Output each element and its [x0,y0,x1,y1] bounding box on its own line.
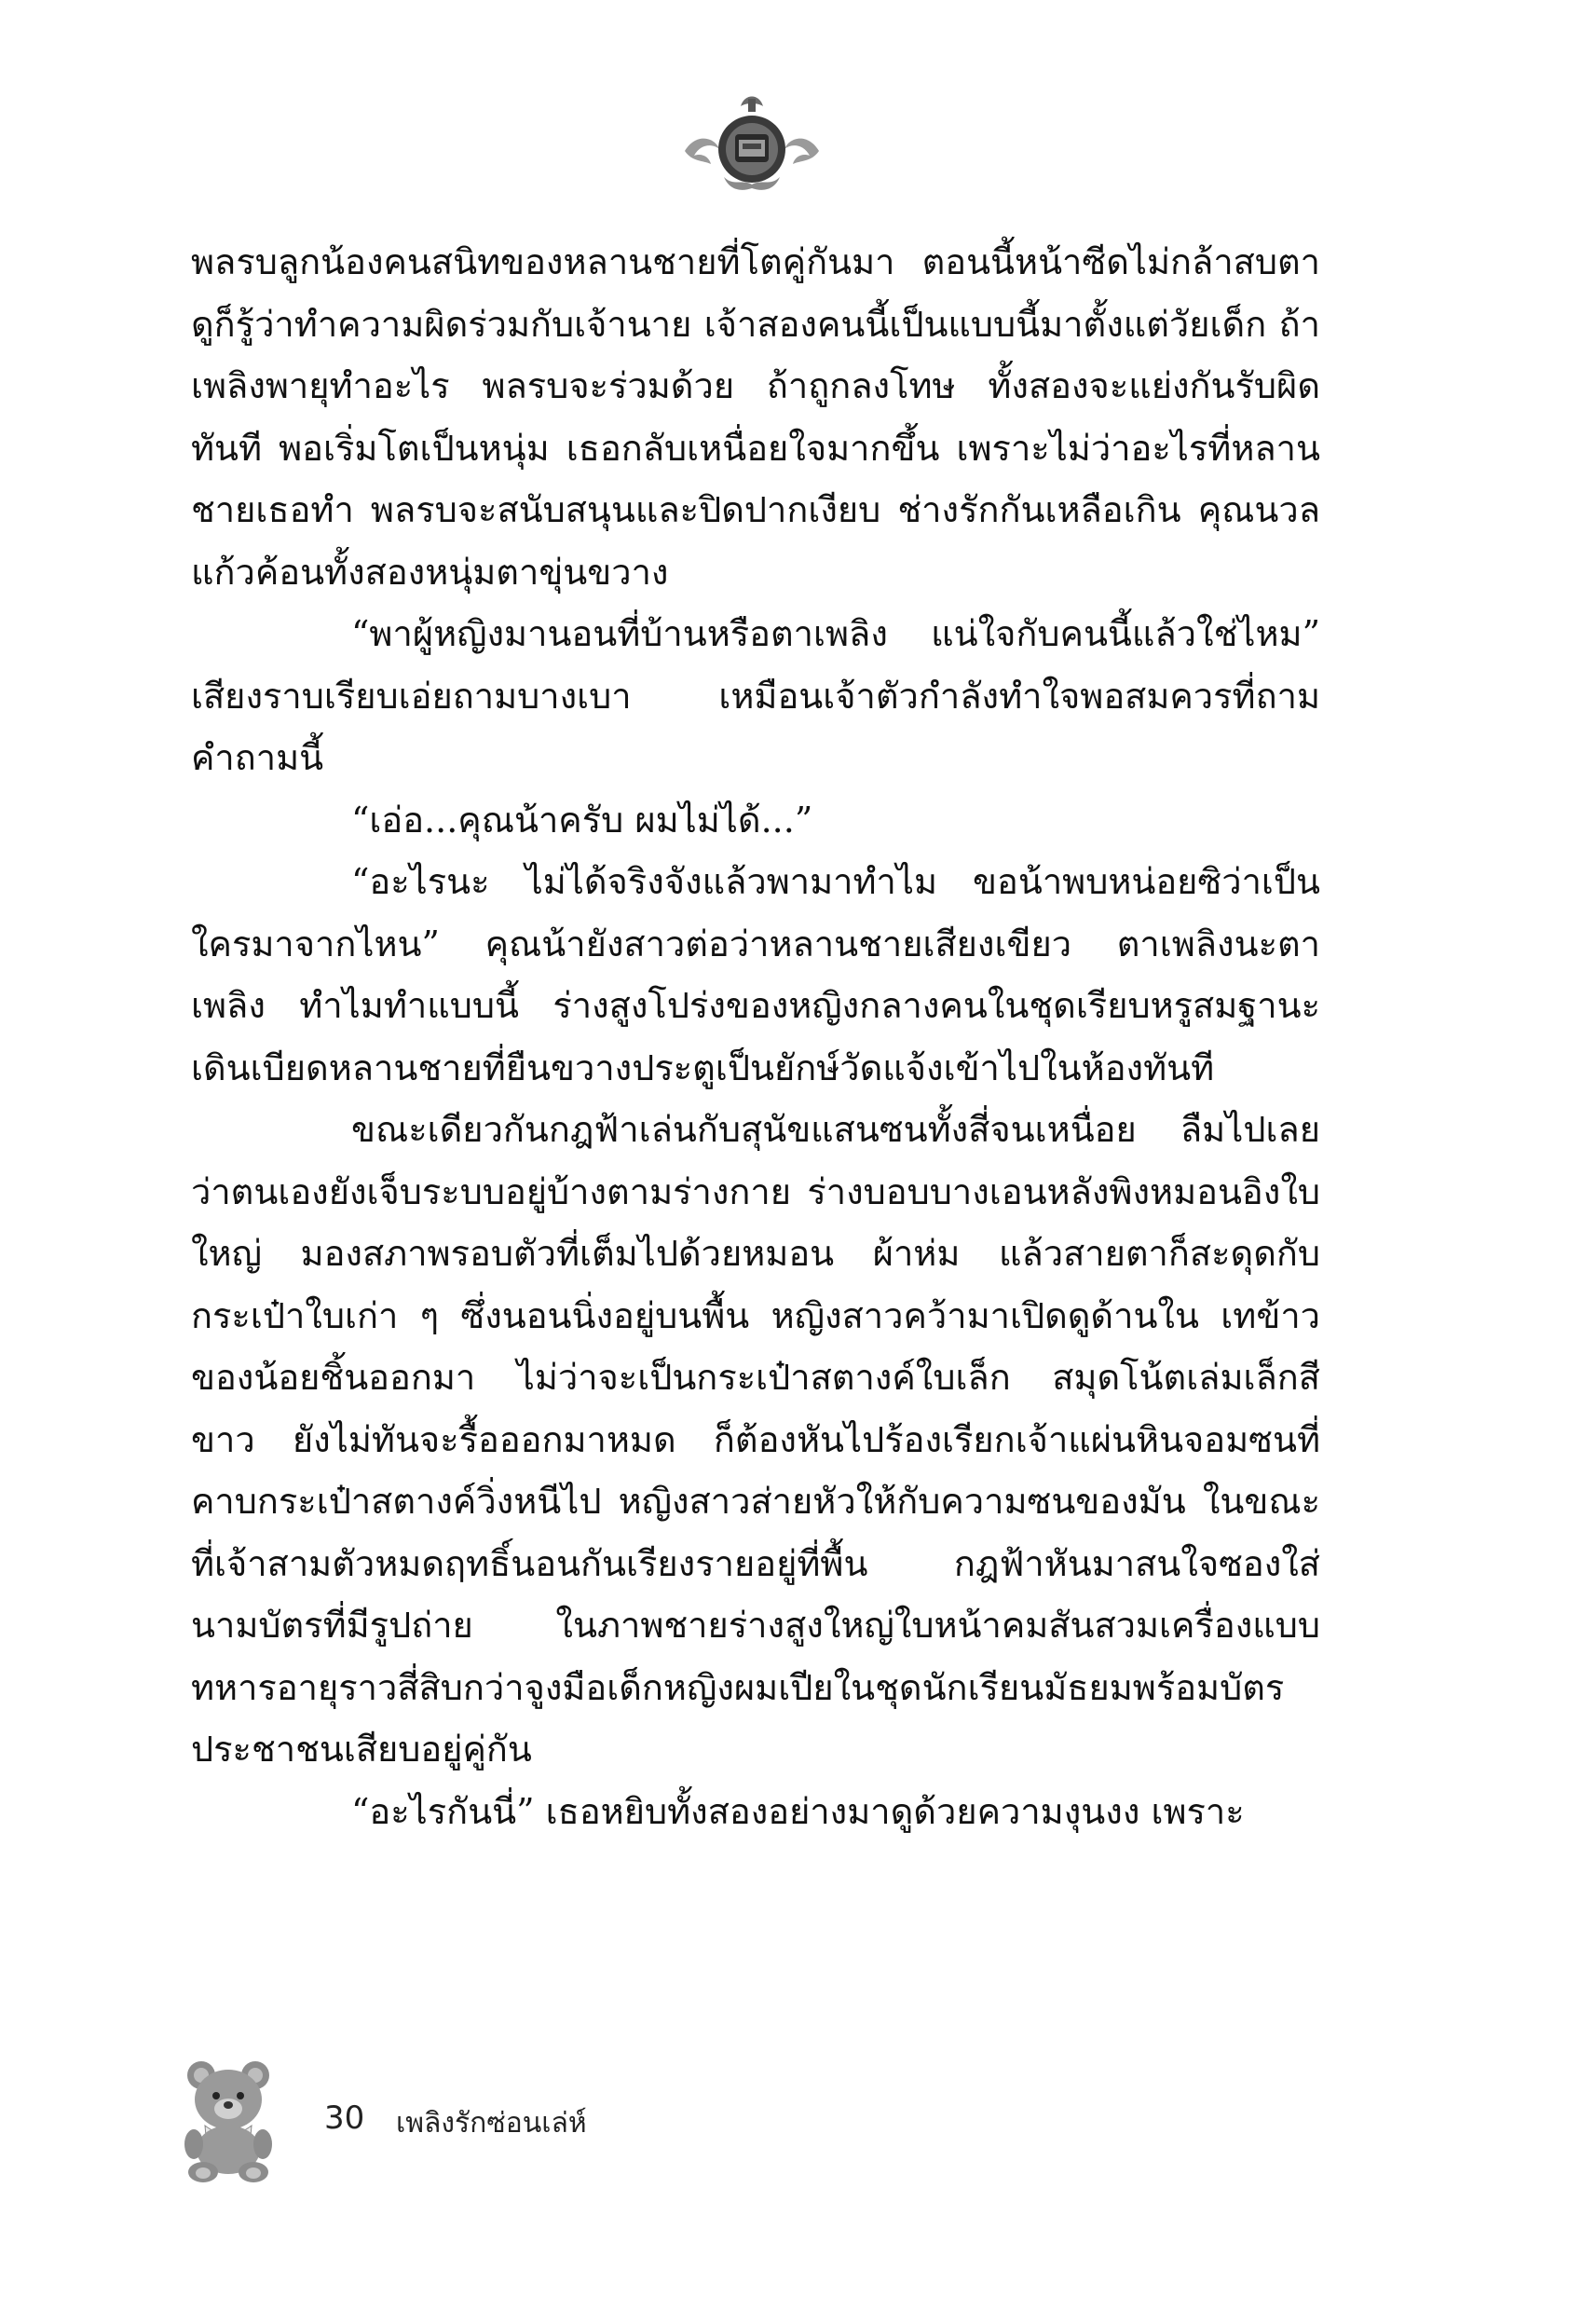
teddy-bear-icon [168,2055,289,2185]
body-text [191,231,1320,1842]
paragraph: “เอ่อ...คุณน้าครับ ผมไม่ได้...” [351,799,813,841]
paragraph: ขณะเดียวกันกฎฟ้าเล่นกับสุนัขแสนซนทั้งสี่จนเหนื่อย ลืมไปเลยว่าตนเองยังเจ็บระบบอยู่บ้างตามร่างกาย ร่างบอบบางเอนหลังพิงหมอนอิงใบใหญ่ มองสภาพรอบตัวที่เต็มไปด้วยหมอน ผ้าห่ม แล้วสายตาก็สะดุดกับกระเป๋าใบเก่า ๆ ซึ่งนอนนิ่งอยู่บนพื้น หญิงสาวคว้ามาเปิดดูด้านใน เทข้าวของน้อยชิ้นออกมา ไม่ว่าจะเป็นกระเป๋าสตางค์ใบเล็ก สมุดโน้ตเล่มเล็กสีขาว ยังไม่ทันจะรื้อออกมาหมด ก็ต้องหันไปร้องเรียกเจ้าแผ่นหินจอมซนที่คาบกระเป๋าสตางค์วิ่งหนีไป หญิงสาวส่ายหัวให้กับความซนของมัน ในขณะที่เจ้าสามตัวหมดฤทธิ์นอนกันเรียงรายอยู่ที่พื้น กฎฟ้าหันมาสนใจซองใส่นามบัตรที่มีรูปถ่าย ในภาพชายร่างสูงใหญ่ใบหน้าคมสันสวมเครื่องแบบทหารอายุราวสี่สิบกว่าจูงมือเด็กหญิงผมเปียในชุดนักเรียนมัธยมพร้อมบัตรประชาชนเสียบอยู่คู่กัน [191,1109,1320,1770]
paragraph: “อะไรนะ ไม่ได้จริงจังแล้วพามาทำไม ขอน้าพบหน่อยซิว่าเป็นใครมาจากไหน” คุณน้ายังสาวต่อว่าหลานชายเสียงเขียว ตาเพลิงนะตาเพลิง ทำไมทำแบบนี้ ร่างสูงโปร่งของหญิงกลางคนในชุดเรียบหรูสมฐานะเดินเบียดหลานชายที่ยืนขวางประตูเป็นยักษ์วัดแจ้งเข้าไปในห้องทันที [191,861,1320,1088]
page-footer [168,2055,727,2185]
paragraph: “พาผู้หญิงมานอนที่บ้านหรือตาเพลิง แน่ใจกับคนนี้แล้วใช่ไหม” เสียงราบเรียบเอ่ยถามบางเบา เหมือนเจ้าตัวกำลังทำใจพอสมควรที่ถามคำถามนี้ [191,613,1320,778]
book-title: เพลิงรักซ่อนเล่ห์ [396,2107,587,2140]
paragraph: “อะไรกันนี่” เธอหยิบทั้งสองอย่างมาดูด้วยความงุนงง เพราะ [351,1790,1245,1832]
paragraph: พลรบลูกน้องคนสนิทของหลานชายที่โตคู่กันมา ตอนนี้หน้าซีดไม่กล้าสบตา ดูก็รู้ว่าทำความผิดร่วมกับเจ้านาย เจ้าสองคนนี้เป็นแบบนี้มาตั้งแต่วัยเด็ก ถ้าเพลิงพายุทำอะไร พลรบจะร่วมด้วย ถ้าถูกลงโทษ ทั้งสองจะแย่งกันรับผิดทันที พอเริ่มโตเป็นหนุ่ม เธอกลับเหนื่อยใจมากขึ้น เพราะไม่ว่าอะไรที่หลานชายเธอทำ พลรบจะสนับสนุนและปิดปากเงียบ ช่างรักกันเหลือเกิน คุณนวลแก้วค้อนทั้งสองหนุ่มตาขุ่นขวาง [191,241,1320,593]
ornament-emblem-icon [677,86,826,198]
page-number: 30 [324,2099,365,2137]
